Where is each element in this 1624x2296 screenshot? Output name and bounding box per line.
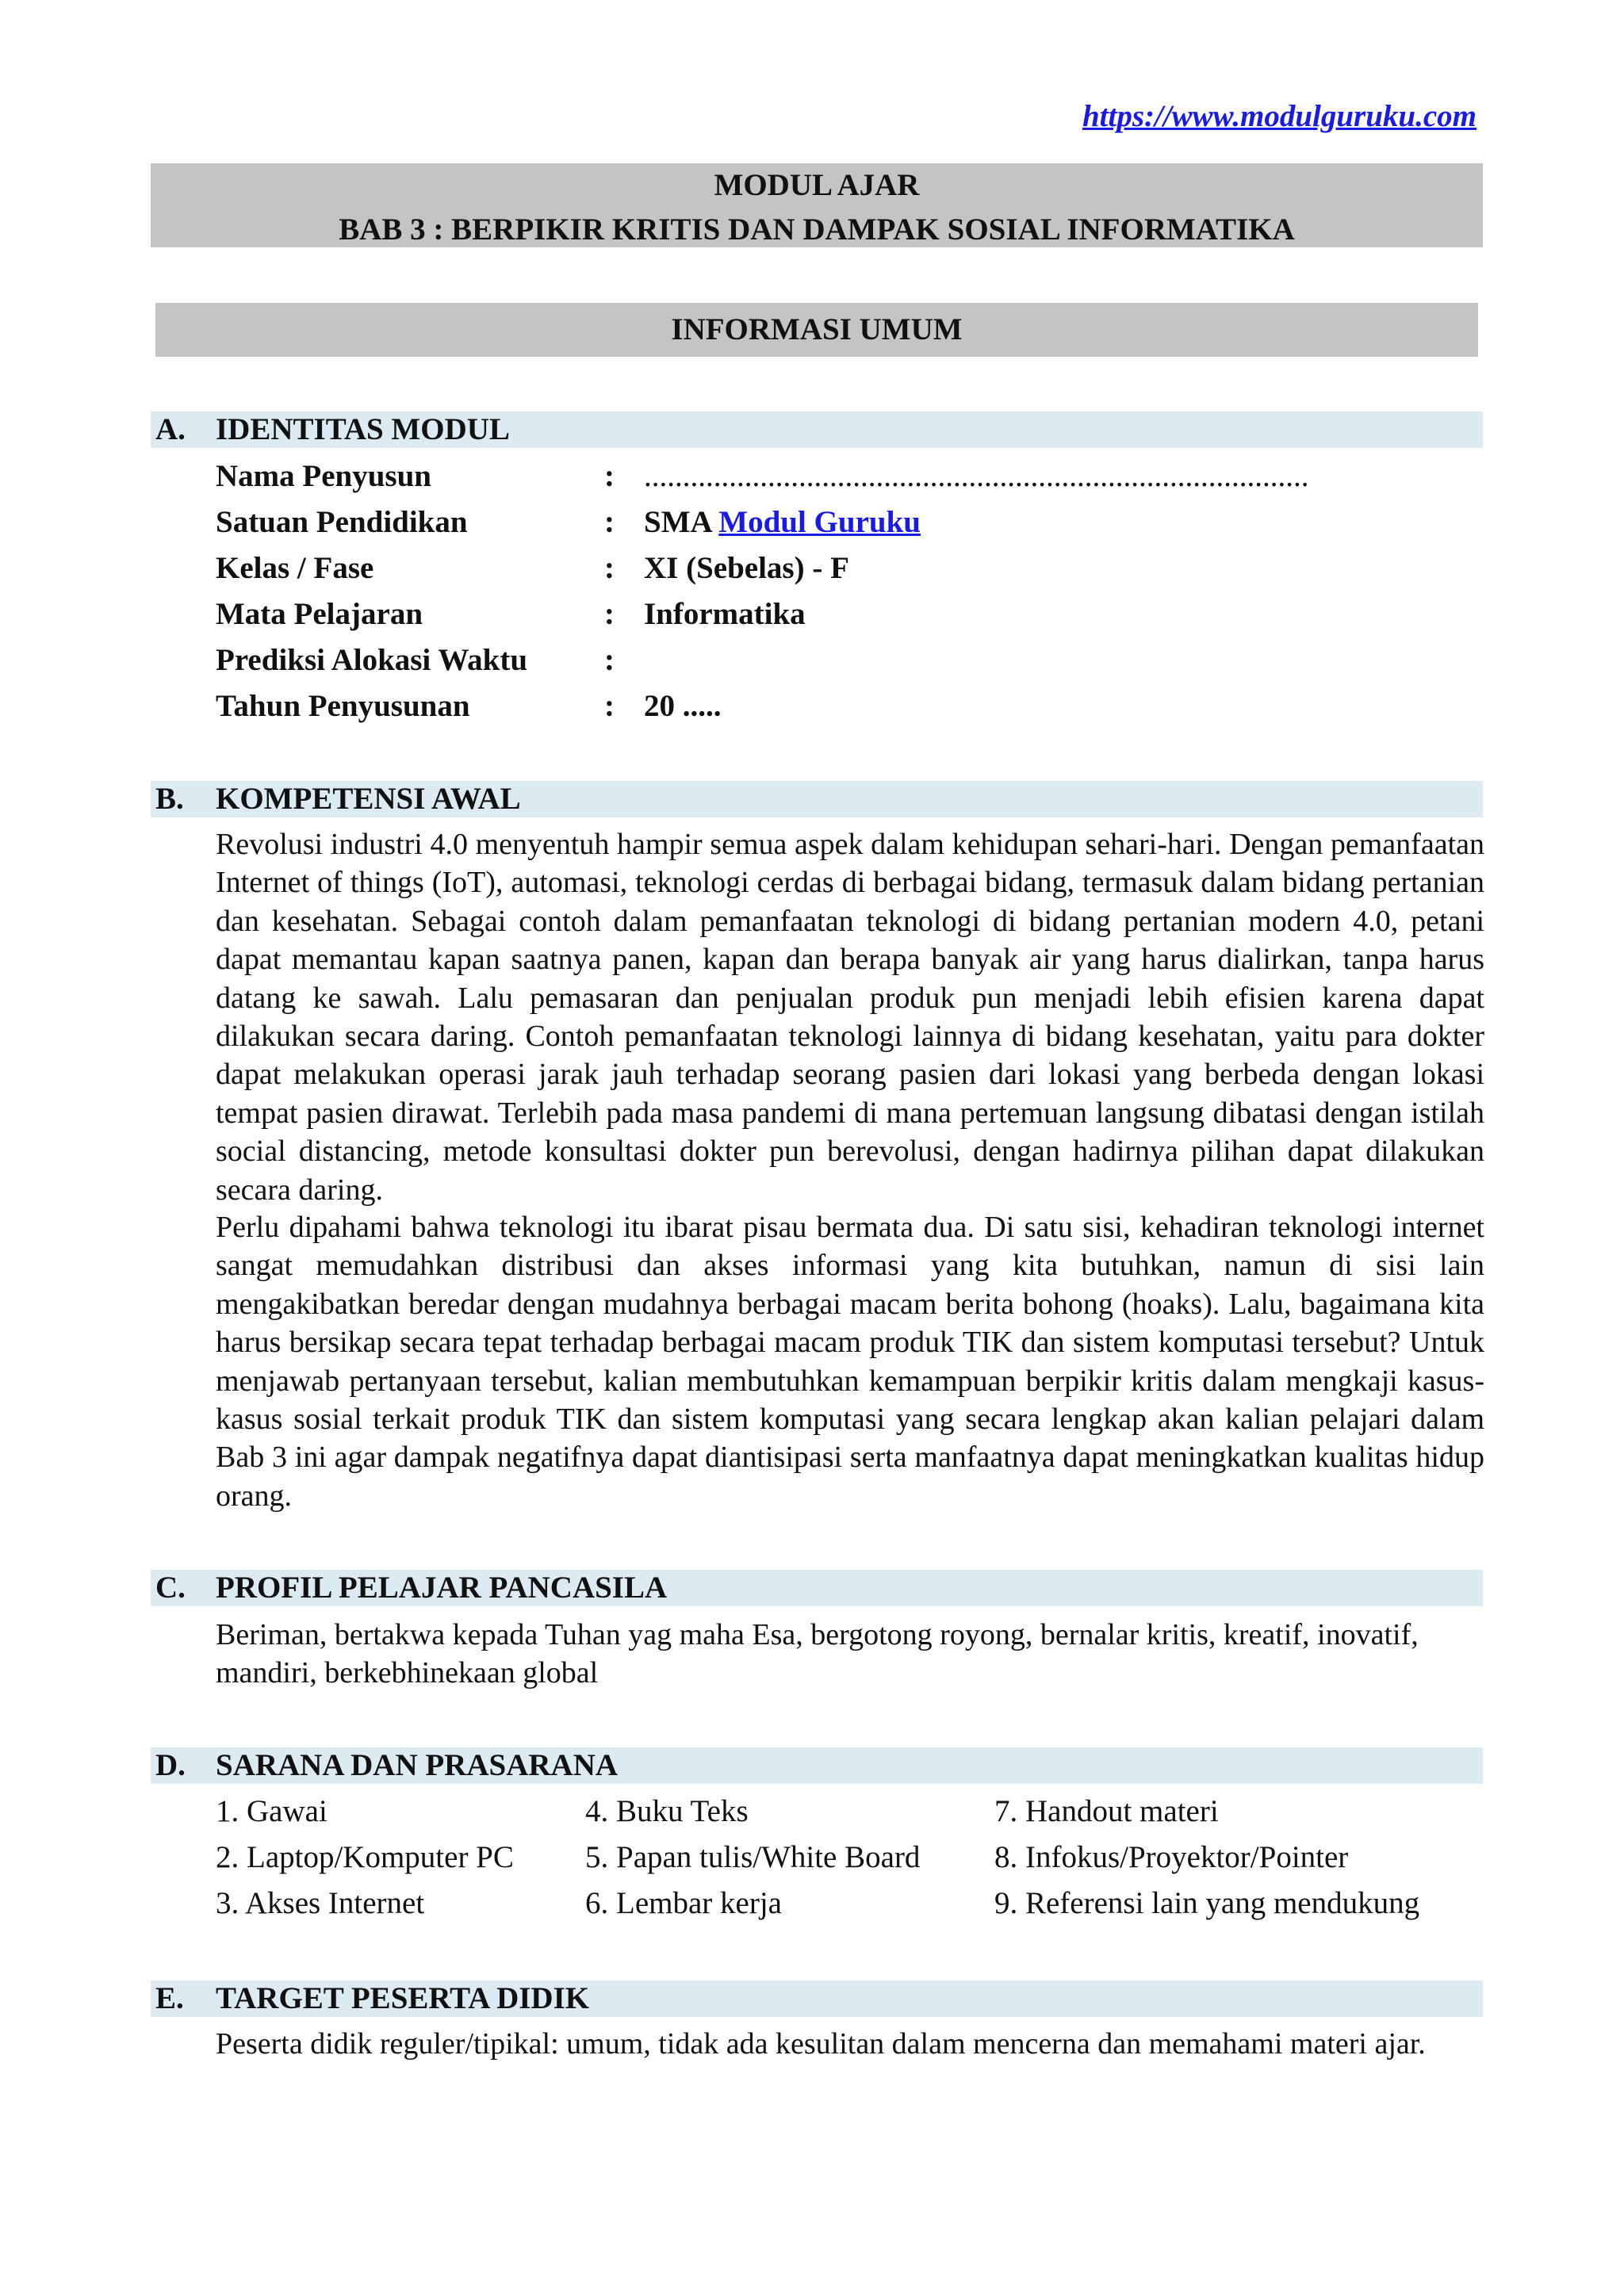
- ident-key: Prediksi Alokasi Waktu: [216, 643, 528, 677]
- sarana-item: 2. Laptop/Komputer PC: [216, 1840, 514, 1874]
- chapter-title: BAB 3 : BERPIKIR KRITIS DAN DAMPAK SOSIAL INFORMATIKA: [339, 212, 1295, 247]
- section-a-heading: [151, 411, 1483, 448]
- ident-key: Kelas / Fase: [216, 551, 374, 585]
- section-c-letter: C.: [155, 1571, 186, 1605]
- section-c-heading: [151, 1570, 1483, 1606]
- ident-key: Satuan Pendidikan: [216, 505, 468, 539]
- sarana-item: 4. Buku Teks: [585, 1794, 749, 1828]
- sarana-item: 1. Gawai: [216, 1794, 327, 1828]
- ident-colon: :: [604, 689, 615, 723]
- module-title-block: [151, 163, 1483, 247]
- ident-colon: :: [604, 597, 615, 631]
- ident-row-nama-penyusun: [216, 454, 1484, 499]
- module-title: MODUL AJAR: [714, 168, 920, 202]
- school-prefix: SMA: [644, 505, 711, 539]
- ident-colon: :: [604, 459, 615, 493]
- ident-key: Nama Penyusun: [216, 459, 431, 493]
- ident-row-tahun-penyusunan: [216, 684, 1484, 729]
- sarana-item: 7. Handout materi: [994, 1794, 1219, 1828]
- section-b-label: KOMPETENSI AWAL: [216, 782, 521, 816]
- informasi-umum-heading: INFORMASI UMUM: [155, 303, 1478, 357]
- ident-key: Mata Pelajaran: [216, 597, 423, 631]
- ident-row-mata-pelajaran: [216, 592, 1484, 637]
- ident-value: 20 .....: [644, 689, 722, 723]
- sarana-item: 9. Referensi lain yang mendukung: [994, 1886, 1420, 1920]
- section-d-label: SARANA DAN PRASARANA: [216, 1748, 619, 1782]
- header-url-link[interactable]: https://www.modulguruku.com: [1082, 99, 1477, 133]
- ident-colon: :: [604, 551, 615, 585]
- ident-row-kelas-fase: [216, 546, 1484, 591]
- section-b-letter: B.: [155, 782, 184, 816]
- ident-key: Tahun Penyusunan: [216, 689, 470, 723]
- kompetensi-awal-paragraph-1: Revolusi industri 4.0 menyentuh hampir semua aspek dalam kehidupan sehari-hari. Dengan pemanfaatan Internet of things (IoT), automasi, teknologi cerdas di berbagai bidang, termasuk dalam bidang pertanian dan kesehatan. Sebagai contoh dalam pemanfaatan teknologi di bidang pertanian modern 4.0, petani dapat memantau kapan saatnya panen, kapan dan berapa banyak air yang harus dialirkan, tanpa harus datang ke sawah. Lalu pemasaran dan penjualan produk pun menjadi lebih efisien karena dapat dilakukan secara daring. Contoh pemanfaatan teknologi lainnya di bidang kesehatan, yaitu para dokter dapat melakukan operasi jarak jauh terhadap seorang pasien dari lokasi yang berbeda dengan lokasi tempat pasien dirawat. Terlebih pada masa pandemi di mana pertemuan langsung dibatasi dengan istilah social distancing, metode konsultasi dokter pun berevolusi, dengan hadirnya pilihan dapat dilakukan secara daring.: [216, 828, 1484, 1207]
- section-d-letter: D.: [155, 1748, 186, 1782]
- section-b-heading: [151, 781, 1483, 817]
- section-e-label: TARGET PESERTA DIDIK: [216, 1981, 590, 2015]
- sarana-item: 6. Lembar kerja: [585, 1886, 782, 1920]
- profil-pelajar-text: Beriman, bertakwa kepada Tuhan yag maha Esa, bergotong royong, bernalar kritis, kreatif, inovatif, mandiri, berkebhinekaan global: [216, 1618, 1419, 1690]
- ident-value: [644, 500, 921, 545]
- section-d-heading: [151, 1747, 1483, 1784]
- ident-value: ......................................................................................: [644, 459, 1309, 493]
- ident-row-satuan-pendidikan: [216, 500, 1484, 545]
- ident-colon: :: [604, 643, 615, 677]
- section-e-letter: E.: [155, 1981, 184, 2015]
- target-peserta-text: Peserta didik reguler/tipikal: umum, tidak ada kesulitan dalam mencerna dan memahami materi ajar.: [216, 2027, 1426, 2061]
- sarana-item: 5. Papan tulis/White Board: [585, 1840, 921, 1874]
- ident-value: XI (Sebelas) - F: [644, 551, 849, 585]
- section-e-heading: [151, 1980, 1483, 2017]
- sarana-item: 3. Akses Internet: [216, 1886, 425, 1920]
- section-a-letter: A.: [155, 412, 186, 446]
- ident-colon: :: [604, 505, 615, 539]
- ident-row-prediksi-alokasi-waktu: [216, 638, 1484, 683]
- section-c-label: PROFIL PELAJAR PANCASILA: [216, 1571, 668, 1605]
- sarana-item: 8. Infokus/Proyektor/Pointer: [994, 1840, 1349, 1874]
- kompetensi-awal-paragraph-2: Perlu dipahami bahwa teknologi itu ibarat pisau bermata dua. Di satu sisi, kehadiran teknologi internet sangat memudahkan distribusi dan akses informasi yang kita butuhkan, namun di sisi lain mengakibatkan beredar dengan mudahnya berbagai macam berita bohong (hoaks). Lalu, bagaimana kita harus bersikap secara tepat terhadap berbagai macam produk TIK dan sistem komputasi tersebut? Untuk menjawab pertanyaan tersebut, kalian membutuhkan kemampuan berpikir kritis dalam mengkaji kasus-kasus sosial terkait produk TIK dan sistem komputasi yang secara lengkap akan kalian pelajari dalam Bab 3 ini agar dampak negatifnya dapat diantisipasi serta manfaatnya dapat meningkatkan kualitas hidup orang.: [216, 1211, 1484, 1513]
- ident-value: Informatika: [644, 597, 806, 631]
- section-a-label: IDENTITAS MODUL: [216, 412, 510, 446]
- modul-guruku-link[interactable]: Modul Guruku: [718, 505, 921, 539]
